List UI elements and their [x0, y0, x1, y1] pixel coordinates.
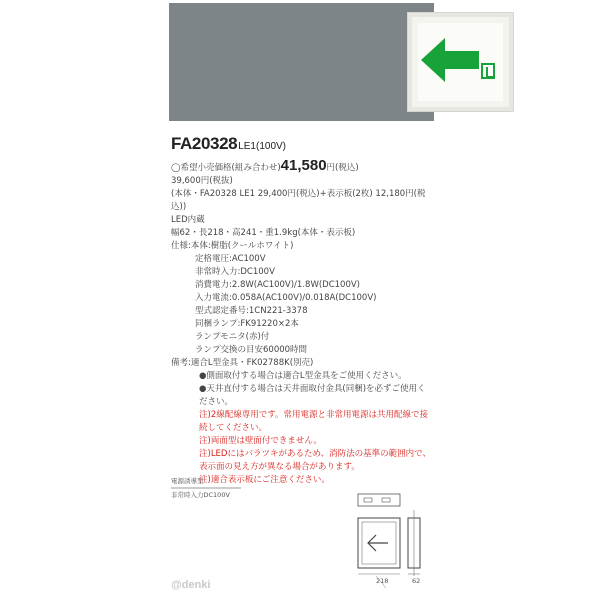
spec-label: 仕様:	[171, 241, 191, 251]
body-material: 本体:樹脂(クールホワイト)	[190, 241, 294, 251]
dimension-width: 218	[376, 577, 389, 585]
fixture-outline-drawing	[356, 480, 446, 592]
running-man-icon	[481, 63, 495, 79]
watermark-logo: @denki	[171, 579, 211, 591]
spec-body	[171, 240, 431, 253]
model-number: FA20328	[171, 134, 238, 153]
dimension-depth: 62	[412, 577, 421, 585]
wiring-line	[171, 486, 241, 490]
spec-sheet	[171, 159, 431, 487]
included-lamp: 同梱ランプ:FK91220×2本	[195, 319, 299, 329]
note-side-mount: ●側面取付する場合は適合L型金具をご使用ください。	[199, 371, 407, 381]
exit-sign-fixture	[407, 12, 514, 112]
product-photo	[169, 3, 434, 121]
input-current: 入力電流:0.058A(AC100V)/0.018A(DC100V)	[195, 293, 377, 303]
product-title	[171, 134, 286, 154]
warning-wiring: 注)2線配線専用です。常用電源と非常用電源は共用配線で接続してください。	[199, 410, 429, 433]
power-consumption: 消費電力:2.8W(AC100V)/1.8W(DC100V)	[195, 280, 360, 290]
note-label: 備考:	[171, 358, 191, 368]
rated-voltage: 定格電圧:AC100V	[195, 254, 266, 264]
price-breakdown: (本体・FA20328 LE1 29,400円(税込)+表示板(2枚) 12,180円(税込))	[171, 189, 426, 212]
dimensions: 幅62・長218・高241・重1.9kg(本体・表示板)	[171, 228, 356, 238]
lamp-monitor: ランプモニタ(赤)付	[195, 332, 270, 342]
power-type-label: 電源誘導型	[171, 477, 204, 485]
price-row	[171, 159, 431, 175]
warning-double-sided: 注)両面型は壁面付できません。	[199, 436, 322, 446]
notes-accessory	[171, 357, 431, 370]
emergency-input: 非常時入力:DC100V	[195, 267, 275, 277]
left-arrow-icon	[421, 38, 481, 82]
exit-sign-panel	[418, 23, 503, 101]
price-value: 41,580	[280, 157, 327, 174]
price-suffix: 円(税込)	[326, 163, 359, 173]
warning-display-panel: 注)適合表示板にご注意ください。	[199, 475, 330, 485]
lamp-life: ランプ交換の目安60000時間	[195, 345, 308, 355]
note-ceiling-mount: ●天井直付する場合は天井面取付金具(同梱)を必ずご使用ください。	[199, 384, 426, 407]
price-ex-tax: 39,600円(税抜)	[171, 176, 233, 186]
model-suffix: LE1(100V)	[238, 141, 287, 152]
certification-number: 型式認定番号:1CN221-3378	[195, 306, 308, 316]
led-label: LED内蔵	[171, 215, 205, 225]
warning-led-variation: 注)LEDにはバラツキがあるため、消防法の基準の範囲内で、表示面の見え方が異なる場合があります。	[199, 449, 431, 472]
price-prefix: ◯希望小売価格(組み合わせ)	[171, 163, 281, 173]
diagram-emergency-input: 非常時入力DC100V	[171, 491, 230, 499]
dimension-diagram	[171, 476, 431, 594]
accessory: 適合L型金具・FK02788K(別売)	[190, 358, 314, 368]
